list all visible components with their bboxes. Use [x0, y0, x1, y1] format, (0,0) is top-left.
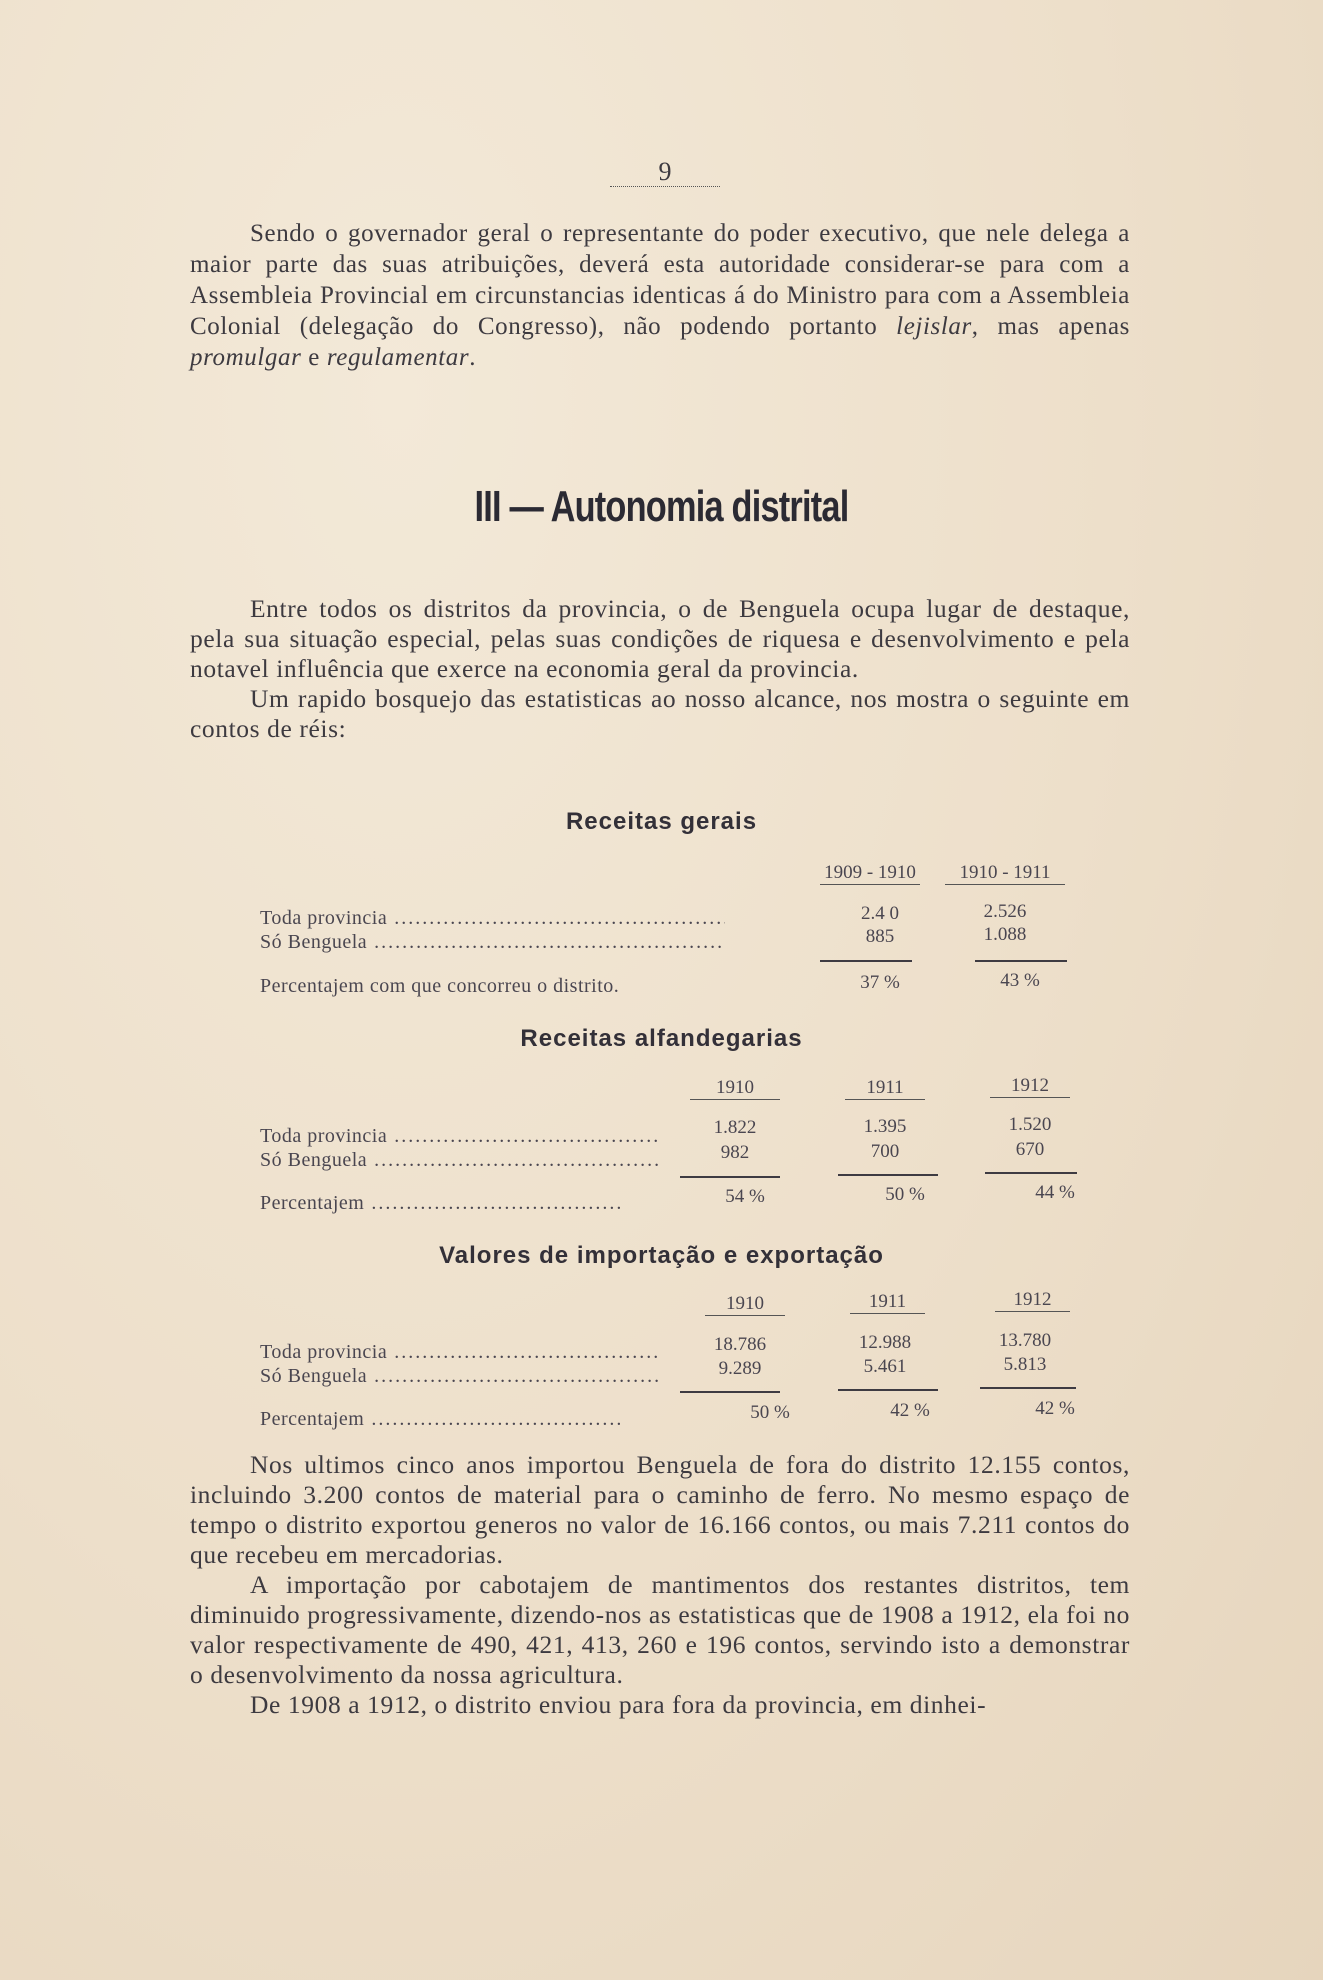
intro-text-and: e — [301, 344, 327, 371]
table-cell: 1.520 — [1008, 1114, 1052, 1135]
row-label: Toda provincia ..... — [260, 1125, 660, 1148]
column-header: 1911 — [850, 1291, 925, 1314]
table-cell: 9.289 — [718, 1358, 762, 1379]
closing-paragraph: A importação por cabotajem de mantimentos dos restantes distritos, tem diminuido progressivamente, dizendo-nos as estatisticas que de 1908 a 1912, ela foi no valor respectivamente de 490, 421, 413, 260 e 196 contos, servindo isto a demonstrar o desenvolvimento da nossa agricultura. — [190, 1570, 1130, 1689]
intro-text-end: . — [469, 344, 477, 371]
table-cell: 2.526 — [983, 901, 1027, 922]
row-label: Só Benguela ..... — [260, 931, 725, 954]
section-title: III — Autonomia distrital — [474, 482, 849, 531]
table-cell: 1.395 — [863, 1116, 907, 1137]
table-title-importacao-exportacao: Valores de importação e exportação — [439, 1242, 884, 1269]
percent-value: 37 % — [860, 972, 900, 993]
column-header: 1911 — [845, 1077, 925, 1100]
table-cell: 700 — [870, 1141, 900, 1162]
table-cell: 13.780 — [998, 1330, 1052, 1351]
percent-value: 42 % — [890, 1400, 930, 1421]
column-header: 1910 — [705, 1293, 785, 1316]
percent-value: 50 % — [750, 1402, 790, 1423]
intro-italic-regulamentar: regulamentar — [326, 344, 470, 371]
sum-rule — [838, 1389, 938, 1391]
closing-paragraph: De 1908 a 1912, o distrito enviou para fora da provincia, em dinhei- — [250, 1690, 987, 1719]
sum-rule — [838, 1174, 938, 1176]
intro-italic-lejislar: lejislar — [896, 313, 972, 340]
percent-value: 42 % — [1035, 1398, 1075, 1419]
sum-rule — [680, 1176, 780, 1178]
sum-rule — [680, 1391, 780, 1393]
table-cell: 670 — [1015, 1139, 1045, 1160]
table-cell: 1.088 — [983, 924, 1027, 945]
closing-paragraphs — [190, 1450, 1130, 1720]
row-label: Toda provincia ..... — [260, 907, 725, 930]
sum-rule — [820, 960, 912, 962]
table-title-receitas-alfandegarias: Receitas alfandegarias — [520, 1025, 803, 1052]
closing-paragraph: Nos ultimos cinco anos importou Benguela de fora do distrito 12.155 contos, incluindo 3.200 contos de material para o caminho de ferro. No mesmo espaço de tempo o distrito exportou generos no valor de 16.166 contos, ou mais 7.211 contos do que recebeu em mercadorias. — [190, 1450, 1130, 1569]
section-paragraph: Entre todos os distritos da provincia, o de Benguela ocupa lugar de destaque, pela sua situação especial, pelas suas condições de riquesa e desenvolvimento e pela notavel influência que exerce na economia geral da provincia. — [190, 594, 1130, 683]
intro-italic-promulgar: promulgar — [190, 344, 302, 371]
column-header: 1912 — [990, 1075, 1070, 1098]
row-label: Toda provincia ..... — [260, 1341, 660, 1364]
table-cell: 1.822 — [713, 1117, 757, 1138]
table-title-receitas-gerais: Receitas gerais — [565, 808, 758, 835]
percent-label: Percentajem com que concorreu o distrito. — [260, 975, 620, 997]
percent-value: 43 % — [1000, 970, 1040, 991]
column-header: 1910 — [690, 1077, 780, 1100]
percent-value: 44 % — [1035, 1182, 1075, 1203]
row-label: Só Benguela ..... — [260, 1365, 660, 1388]
table-cell: 885 — [865, 926, 895, 947]
column-header: 1910 - 1911 — [945, 862, 1065, 885]
page-number: 9 — [610, 158, 720, 187]
sum-rule — [975, 960, 1067, 962]
section-paragraphs — [190, 594, 1130, 744]
row-label: Só Benguela ..... — [260, 1149, 660, 1172]
table-cell: 2.4 0 — [861, 903, 899, 924]
percent-value: 54 % — [725, 1186, 765, 1207]
intro-text: Sendo o governador geral o representante do poder executivo, que nele delega a maior parte das suas atribuições, deverá esta autoridade considerar-se para com a Assembleia Provincial em circunstancias identicas á do Ministro para com a Assembleia Colonial (delegação do Congresso), não podendo portanto — [190, 220, 1130, 340]
percent-label: Percentajem ..... — [260, 1192, 620, 1215]
intro-text-mid: , mas apenas — [971, 313, 1130, 340]
table-cell: 18.786 — [713, 1334, 767, 1355]
table-cell: 5.813 — [1003, 1354, 1047, 1375]
table-cell: 982 — [720, 1142, 750, 1163]
column-header: 1909 - 1910 — [820, 862, 920, 885]
percent-label: Percentajem ..... — [260, 1408, 620, 1431]
table-cell: 5.461 — [863, 1356, 907, 1377]
sum-rule — [985, 1172, 1077, 1174]
table-cell: 12.988 — [858, 1332, 912, 1353]
column-header: 1912 — [995, 1289, 1070, 1312]
sum-rule — [980, 1387, 1076, 1389]
percent-value: 50 % — [885, 1184, 925, 1205]
section-paragraph: Um rapido bosquejo das estatisticas ao nosso alcance, nos mostra o seguinte em contos de réis: — [190, 684, 1130, 743]
intro-paragraph — [190, 218, 1130, 373]
